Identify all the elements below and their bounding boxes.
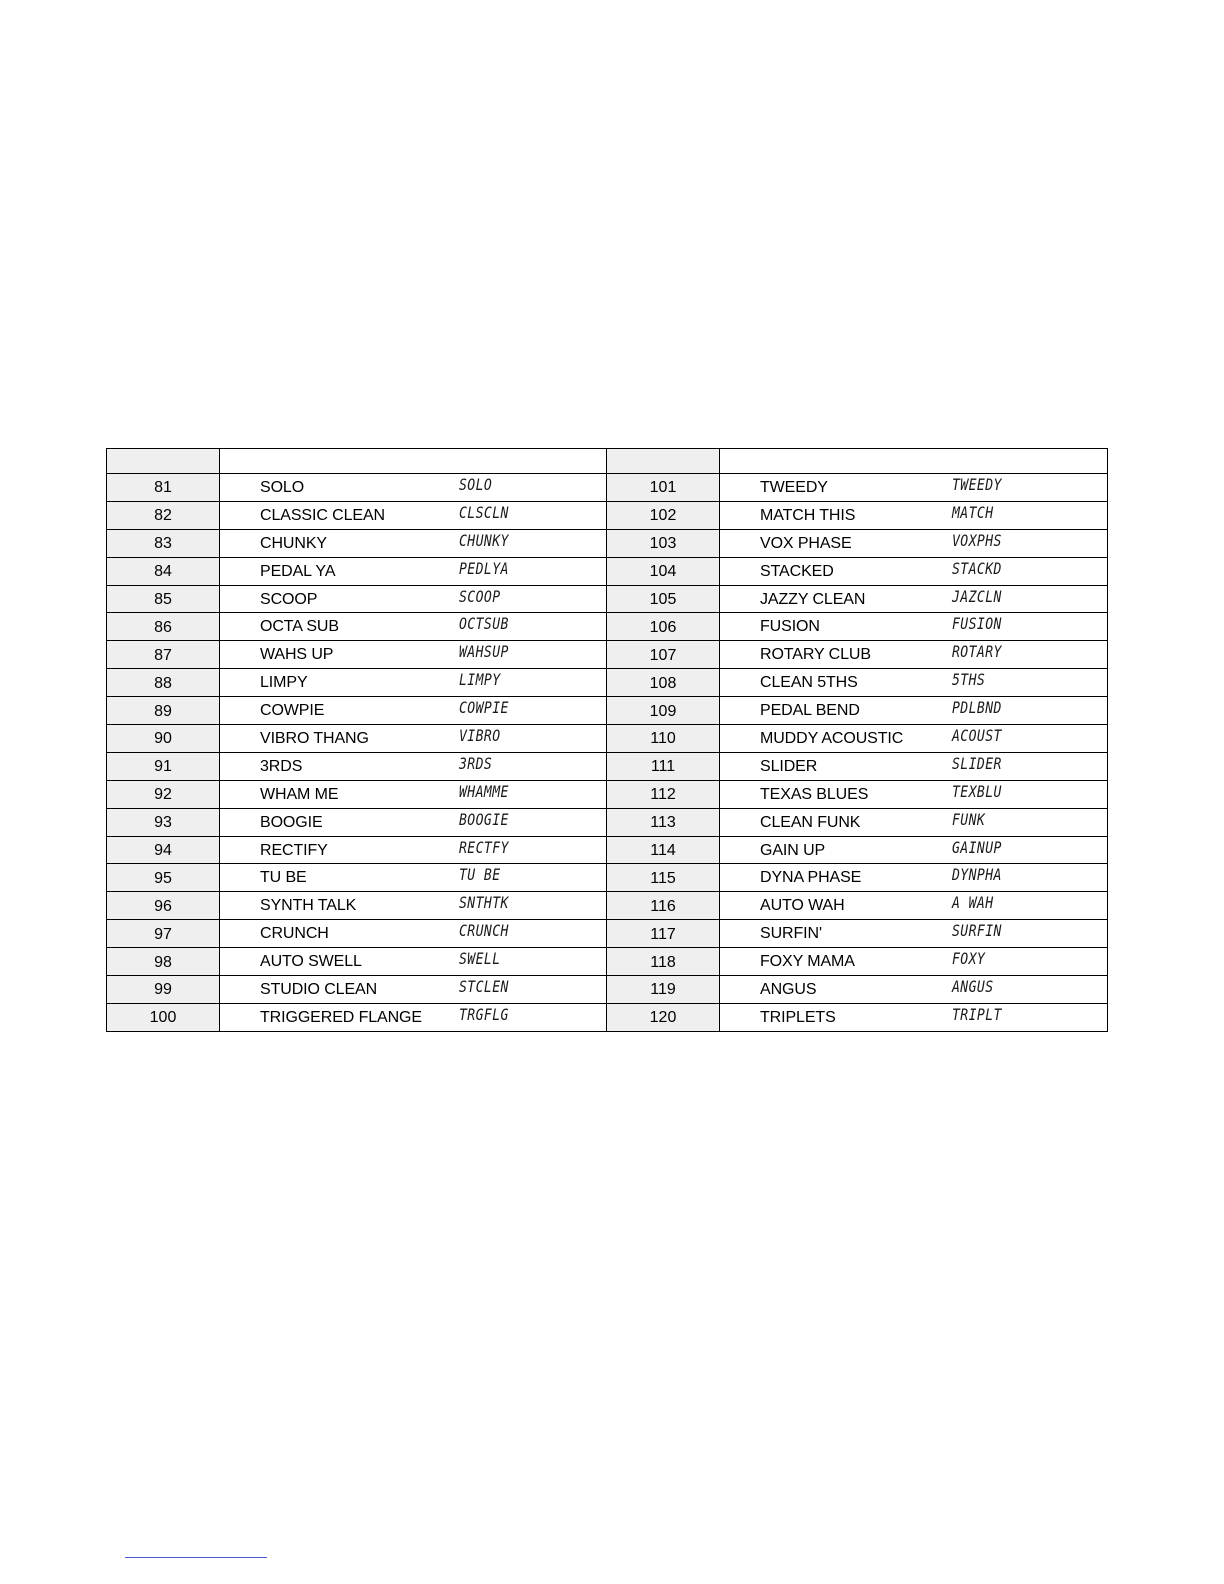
preset-number-left: 83	[107, 529, 220, 557]
preset-number-left: 92	[107, 780, 220, 808]
preset-number-left: 94	[107, 836, 220, 864]
preset-number-right: 103	[607, 529, 720, 557]
preset-number-right: 109	[607, 697, 720, 725]
preset-name: GAIN UP	[760, 841, 826, 859]
preset-name-cell-right	[720, 780, 1108, 808]
table-row	[107, 808, 1108, 836]
table-row	[107, 725, 1108, 753]
preset-name-cell-right	[720, 697, 1108, 725]
table-row	[107, 501, 1108, 529]
preset-name-cell-left	[220, 529, 607, 557]
preset-number-left: 95	[107, 864, 220, 892]
preset-name-cell-left	[220, 641, 607, 669]
preset-name-cell-left	[220, 976, 607, 1004]
preset-name: TU BE	[260, 869, 307, 887]
preset-name-cell-right	[720, 557, 1108, 585]
preset-table	[106, 448, 1108, 1032]
preset-name: VOX PHASE	[760, 534, 852, 552]
preset-number-right: 111	[607, 752, 720, 780]
preset-name-cell-left	[220, 474, 607, 502]
preset-lcd-display: WAHSUP	[459, 642, 509, 662]
preset-name: SOLO	[260, 479, 305, 496]
preset-name-cell-left	[220, 780, 607, 808]
preset-name-cell-right	[720, 892, 1108, 920]
preset-number-left: 100	[107, 1003, 220, 1031]
preset-name-cell-left	[220, 725, 607, 753]
preset-name: AUTO SWELL	[260, 953, 362, 971]
preset-name: TWEEDY	[760, 479, 828, 496]
table-row	[107, 780, 1108, 808]
preset-lcd-display: BOOGIE	[459, 809, 509, 829]
preset-lcd-display: SLIDER	[952, 753, 1002, 773]
preset-name: CRUNCH	[260, 925, 329, 943]
preset-name-cell-right	[720, 641, 1108, 669]
preset-number-right: 112	[607, 780, 720, 808]
preset-name-cell-left	[220, 613, 607, 641]
table-row	[107, 752, 1108, 780]
preset-number-left: 88	[107, 669, 220, 697]
preset-name: ANGUS	[760, 981, 817, 999]
preset-name-cell-right	[720, 613, 1108, 641]
preset-name-cell-right	[720, 864, 1108, 892]
preset-name: SYNTH TALK	[260, 897, 357, 915]
preset-name: PEDAL YA	[260, 562, 336, 580]
header-cell-name-left	[220, 449, 607, 474]
preset-number-right: 118	[607, 948, 720, 976]
preset-number-right: 107	[607, 641, 720, 669]
preset-name-cell-right	[720, 585, 1108, 613]
preset-name-cell-left	[220, 864, 607, 892]
preset-lcd-display: WHAMME	[459, 781, 509, 801]
preset-name: CHUNKY	[260, 534, 327, 552]
preset-name: BOOGIE	[260, 813, 323, 831]
preset-lcd-display: JAZCLN	[952, 586, 1002, 606]
preset-lcd-display: ANGUS	[952, 977, 994, 997]
preset-name: STACKED	[760, 562, 834, 580]
preset-name: WHAM ME	[260, 785, 339, 803]
preset-number-left: 87	[107, 641, 220, 669]
header-cell-name-right	[720, 449, 1108, 474]
preset-number-left: 93	[107, 808, 220, 836]
preset-name-cell-left	[220, 697, 607, 725]
preset-lcd-display: COWPIE	[459, 698, 509, 718]
footnote-separator	[125, 1557, 267, 1558]
table-row	[107, 864, 1108, 892]
preset-name-cell-right	[720, 920, 1108, 948]
preset-lcd-display: SCOOP	[459, 586, 501, 606]
preset-number-right: 101	[607, 474, 720, 502]
preset-lcd-display: FUSION	[952, 614, 1002, 634]
preset-lcd-display: MATCH	[952, 502, 994, 522]
preset-lcd-display: TEXBLU	[952, 781, 1002, 801]
preset-name: VIBRO THANG	[260, 730, 369, 748]
table-row	[107, 948, 1108, 976]
preset-name-cell-right	[720, 976, 1108, 1004]
preset-lcd-display: DYNPHA	[952, 865, 1002, 885]
preset-lcd-display: OCTSUB	[459, 614, 509, 634]
table-row	[107, 697, 1108, 725]
preset-name-cell-left	[220, 1003, 607, 1031]
table-row	[107, 836, 1108, 864]
preset-number-left: 81	[107, 474, 220, 502]
preset-number-left: 86	[107, 613, 220, 641]
preset-name: LIMPY	[260, 674, 308, 692]
preset-lcd-display: TRIPLT	[952, 1004, 1002, 1024]
preset-number-left: 89	[107, 697, 220, 725]
table-row	[107, 557, 1108, 585]
preset-table-body	[107, 449, 1108, 1032]
preset-number-left: 90	[107, 725, 220, 753]
preset-lcd-display: A WAH	[952, 893, 994, 913]
preset-name-cell-right	[720, 725, 1108, 753]
table-row	[107, 641, 1108, 669]
preset-lcd-display: FOXY	[952, 949, 986, 969]
preset-name: COWPIE	[260, 702, 325, 720]
preset-number-right: 120	[607, 1003, 720, 1031]
preset-number-right: 114	[607, 836, 720, 864]
preset-name: CLEAN 5THS	[760, 674, 858, 692]
table-row	[107, 669, 1108, 697]
preset-name-cell-right	[720, 836, 1108, 864]
preset-lcd-display: LIMPY	[459, 670, 501, 690]
preset-name: FOXY MAMA	[760, 953, 855, 971]
preset-lcd-display: GAINUP	[952, 837, 1002, 857]
preset-name: SLIDER	[760, 757, 818, 775]
preset-name: SCOOP	[260, 590, 318, 608]
preset-name-cell-right	[720, 501, 1108, 529]
preset-name: DYNA PHASE	[760, 869, 862, 887]
preset-number-right: 119	[607, 976, 720, 1004]
preset-lcd-display: TRGFLG	[459, 1004, 509, 1024]
preset-lcd-display: TWEEDY	[952, 475, 1002, 494]
header-cell-number-right	[607, 449, 720, 474]
preset-lcd-display: STACKD	[952, 558, 1002, 578]
preset-name-cell-right	[720, 669, 1108, 697]
preset-lcd-display: ROTARY	[952, 642, 1002, 662]
table-row	[107, 920, 1108, 948]
preset-name-cell-left	[220, 501, 607, 529]
preset-name-cell-right	[720, 1003, 1108, 1031]
preset-lcd-display: SURFIN	[952, 921, 1002, 941]
preset-name: CLEAN FUNK	[760, 813, 861, 831]
table-row	[107, 529, 1108, 557]
preset-name-cell-right	[720, 474, 1108, 502]
preset-lcd-display: ACOUST	[952, 726, 1002, 746]
preset-name-cell-left	[220, 752, 607, 780]
preset-name: STUDIO CLEAN	[260, 981, 378, 999]
preset-name: PEDAL BEND	[760, 702, 860, 720]
preset-number-right: 116	[607, 892, 720, 920]
preset-number-right: 104	[607, 557, 720, 585]
preset-number-left: 85	[107, 585, 220, 613]
preset-name-cell-left	[220, 808, 607, 836]
preset-number-left: 98	[107, 948, 220, 976]
preset-name-cell-right	[720, 752, 1108, 780]
preset-name: ROTARY CLUB	[760, 646, 871, 664]
preset-lcd-display: CHUNKY	[459, 530, 509, 550]
preset-name-cell-left	[220, 836, 607, 864]
preset-name: JAZZY CLEAN	[760, 590, 866, 608]
preset-number-left: 99	[107, 976, 220, 1004]
preset-name-cell-left	[220, 920, 607, 948]
preset-lcd-display: SNTHTK	[459, 893, 509, 913]
preset-lcd-display: CLSCLN	[459, 502, 509, 522]
preset-name-cell-right	[720, 948, 1108, 976]
preset-name-cell-right	[720, 808, 1108, 836]
preset-name: CLASSIC CLEAN	[260, 506, 385, 524]
preset-lcd-display: PEDLYA	[459, 558, 509, 578]
preset-name-cell-left	[220, 557, 607, 585]
preset-name: WAHS UP	[260, 646, 334, 664]
table-row	[107, 892, 1108, 920]
preset-lcd-display: VIBRO	[459, 726, 501, 746]
preset-number-right: 115	[607, 864, 720, 892]
preset-number-left: 84	[107, 557, 220, 585]
preset-number-right: 108	[607, 669, 720, 697]
table-header-row	[107, 449, 1108, 474]
preset-lcd-display: SWELL	[459, 949, 501, 969]
preset-lcd-display: FUNK	[952, 809, 986, 829]
preset-name: TRIPLETS	[760, 1008, 836, 1026]
preset-number-left: 96	[107, 892, 220, 920]
preset-number-left: 82	[107, 501, 220, 529]
preset-lcd-display: SOLO	[459, 475, 493, 494]
preset-lcd-display: 5THS	[952, 670, 986, 690]
preset-name: TEXAS BLUES	[760, 785, 869, 803]
preset-lcd-display: STCLEN	[459, 977, 509, 997]
preset-name-cell-left	[220, 669, 607, 697]
table-row	[107, 613, 1108, 641]
preset-number-right: 113	[607, 808, 720, 836]
preset-number-right: 102	[607, 501, 720, 529]
preset-lcd-display: TU BE	[459, 865, 501, 885]
preset-name: MATCH THIS	[760, 506, 856, 524]
preset-name: RECTIFY	[260, 841, 328, 859]
preset-lcd-display: VOXPHS	[952, 530, 1002, 550]
preset-name: AUTO WAH	[760, 897, 845, 915]
preset-lcd-display: PDLBND	[952, 698, 1002, 718]
table-row	[107, 474, 1108, 502]
preset-name-cell-right	[720, 529, 1108, 557]
preset-lcd-display: 3RDS	[459, 753, 493, 773]
preset-number-left: 91	[107, 752, 220, 780]
preset-name: TRIGGERED FLANGE	[260, 1008, 422, 1026]
table-row	[107, 585, 1108, 613]
preset-number-right: 117	[607, 920, 720, 948]
preset-name: 3RDS	[260, 757, 303, 775]
preset-name: OCTA SUB	[260, 618, 339, 636]
preset-number-left: 97	[107, 920, 220, 948]
preset-name-cell-left	[220, 948, 607, 976]
preset-number-right: 106	[607, 613, 720, 641]
preset-number-right: 110	[607, 725, 720, 753]
preset-number-right: 105	[607, 585, 720, 613]
preset-name: FUSION	[760, 618, 820, 636]
preset-name: SURFIN'	[760, 925, 822, 943]
preset-name-cell-left	[220, 585, 607, 613]
preset-lcd-display: CRUNCH	[459, 921, 509, 941]
preset-name-cell-left	[220, 892, 607, 920]
header-cell-number-left	[107, 449, 220, 474]
preset-name: MUDDY ACOUSTIC	[760, 730, 904, 748]
table-row	[107, 1003, 1108, 1031]
table-row	[107, 976, 1108, 1004]
preset-lcd-display: RECTFY	[459, 837, 509, 857]
